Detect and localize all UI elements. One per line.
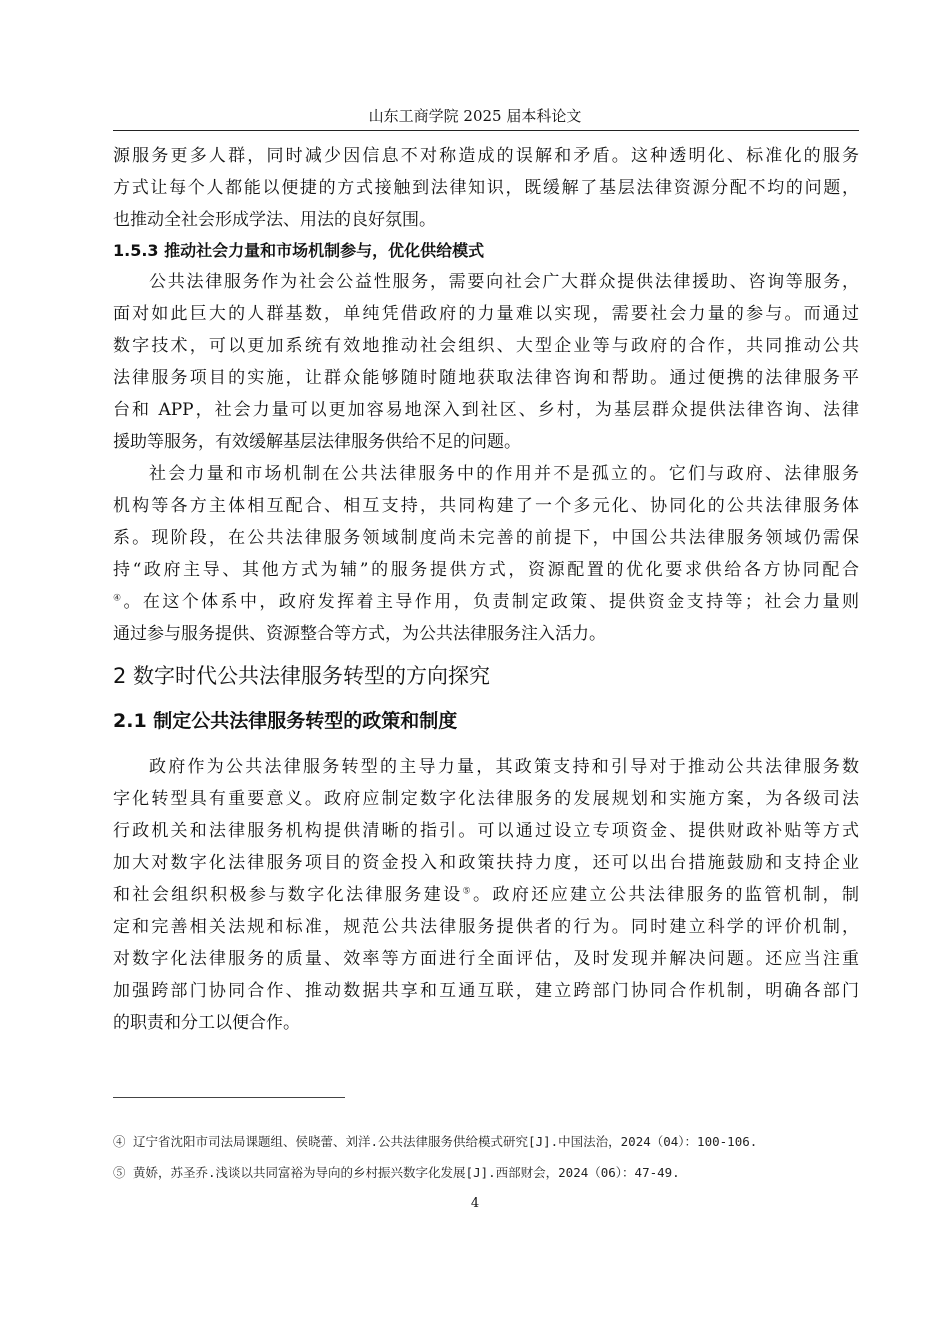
body-line: 台和 APP，社会力量可以更加容易地深入到社区、乡村，为基层群众提供法律咨询、法律 — [113, 400, 859, 420]
body-line: 方式让每个人都能以便捷的方式接触到法律知识，既缓解了基层法律资源分配不均的问题， — [113, 178, 859, 198]
body-line: 持“政府主导、其他方式为辅”的服务提供方式，资源配置的优化要求供给各方协同配合 — [113, 560, 859, 580]
page-number: 4 — [470, 1196, 480, 1211]
body-line: 源服务更多人群，同时减少因信息不对称造成的误解和矛盾。这种透明化、标准化的服务 — [113, 146, 859, 166]
footnote-divider — [113, 1097, 345, 1098]
body-line: 政府作为公共法律服务转型的主导力量，其政策支持和引导对于推动公共法律服务数 — [149, 757, 859, 777]
section-heading-2-1: 2.1 制定公共法律服务转型的政策和制度 — [113, 710, 458, 732]
header-divider — [113, 130, 859, 131]
body-line: 社会力量和市场机制在公共法律服务中的作用并不是孤立的。它们与政府、法律服务 — [149, 464, 859, 484]
body-line: 和社会组织积极参与数字化法律服务建设⑤。政府还应建立公共法律服务的监管机制，制 — [113, 885, 860, 905]
body-line: 行政机关和法律服务机构提供清晰的指引。可以通过设立专项资金、提供财政补贴等方式 — [113, 821, 859, 841]
body-line: 加强跨部门协同合作、推动数据共享和互通互联，建立跨部门协同合作机制，明确各部门 — [113, 981, 859, 1001]
footnote-4: ④ 辽宁省沈阳市司法局课题组、侯晓蕾、刘洋.公共法律服务供给模式研究[J].中国法治，2024（04）：100-106. — [113, 1134, 758, 1149]
body-line: 通过参与服务提供、资源整合等方式，为公共法律服务注入活力。 — [113, 624, 606, 644]
chapter-heading-2: 2 数字时代公共法律服务转型的方向探究 — [113, 664, 491, 688]
body-line: 法律服务项目的实施，让群众能够随时随地获取法律咨询和帮助。通过便携的法律服务平 — [113, 368, 859, 388]
section-heading-1-5-3: 1.5.3 推动社会力量和市场机制参与，优化供给模式 — [113, 241, 485, 260]
body-line: 公共法律服务作为社会公益性服务，需要向社会广大群众提供法律援助、咨询等服务， — [149, 272, 859, 292]
body-line: 加大对数字化法律服务项目的资金投入和政策扶持力度，还可以出台措施鼓励和支持企业 — [113, 853, 859, 873]
body-line: 字化转型具有重要意义。政府应制定数字化法律服务的发展规划和实施方案，为各级司法 — [113, 789, 859, 809]
footnote-5: ⑤ 黄娇，苏圣乔.浅谈以共同富裕为导向的乡村振兴数字化发展[J].西部财会，2024（06）：47-49. — [113, 1165, 680, 1180]
footnote-ref-5[interactable]: ⑤ — [462, 886, 474, 897]
body-line: ④。在这个体系中，政府发挥着主导作用，负责制定政策、提供资金支持等；社会力量则 — [113, 592, 860, 612]
body-line: 对数字化法律服务的质量、效率等方面进行全面评估，及时发现并解决问题。还应当注重 — [113, 949, 859, 969]
body-line: 面对如此巨大的人群基数，单纯凭借政府的力量难以实现，需要社会力量的参与。而通过 — [113, 304, 859, 324]
body-line: 也推动全社会形成学法、用法的良好氛围。 — [113, 210, 436, 230]
body-line: 系。现阶段，在公共法律服务领域制度尚未完善的前提下，中国公共法律服务领域仍需保 — [113, 528, 859, 548]
body-line: 机构等各方主体相互配合、相互支持，共同构建了一个多元化、协同化的公共法律服务体 — [113, 496, 859, 516]
body-line: 定和完善相关法规和标准，规范公共法律服务提供者的行为。同时建立科学的评价机制， — [113, 917, 859, 937]
running-header: 山东工商学院 2025 届本科论文 — [368, 107, 582, 125]
body-line: 援助等服务，有效缓解基层法律服务供给不足的问题。 — [113, 432, 521, 452]
body-line: 的职责和分工以便合作。 — [113, 1013, 300, 1033]
footnote-ref-4[interactable]: ④ — [113, 593, 124, 604]
body-line: 数字技术，可以更加系统有效地推动社会组织、大型企业等与政府的合作，共同推动公共 — [113, 336, 859, 356]
